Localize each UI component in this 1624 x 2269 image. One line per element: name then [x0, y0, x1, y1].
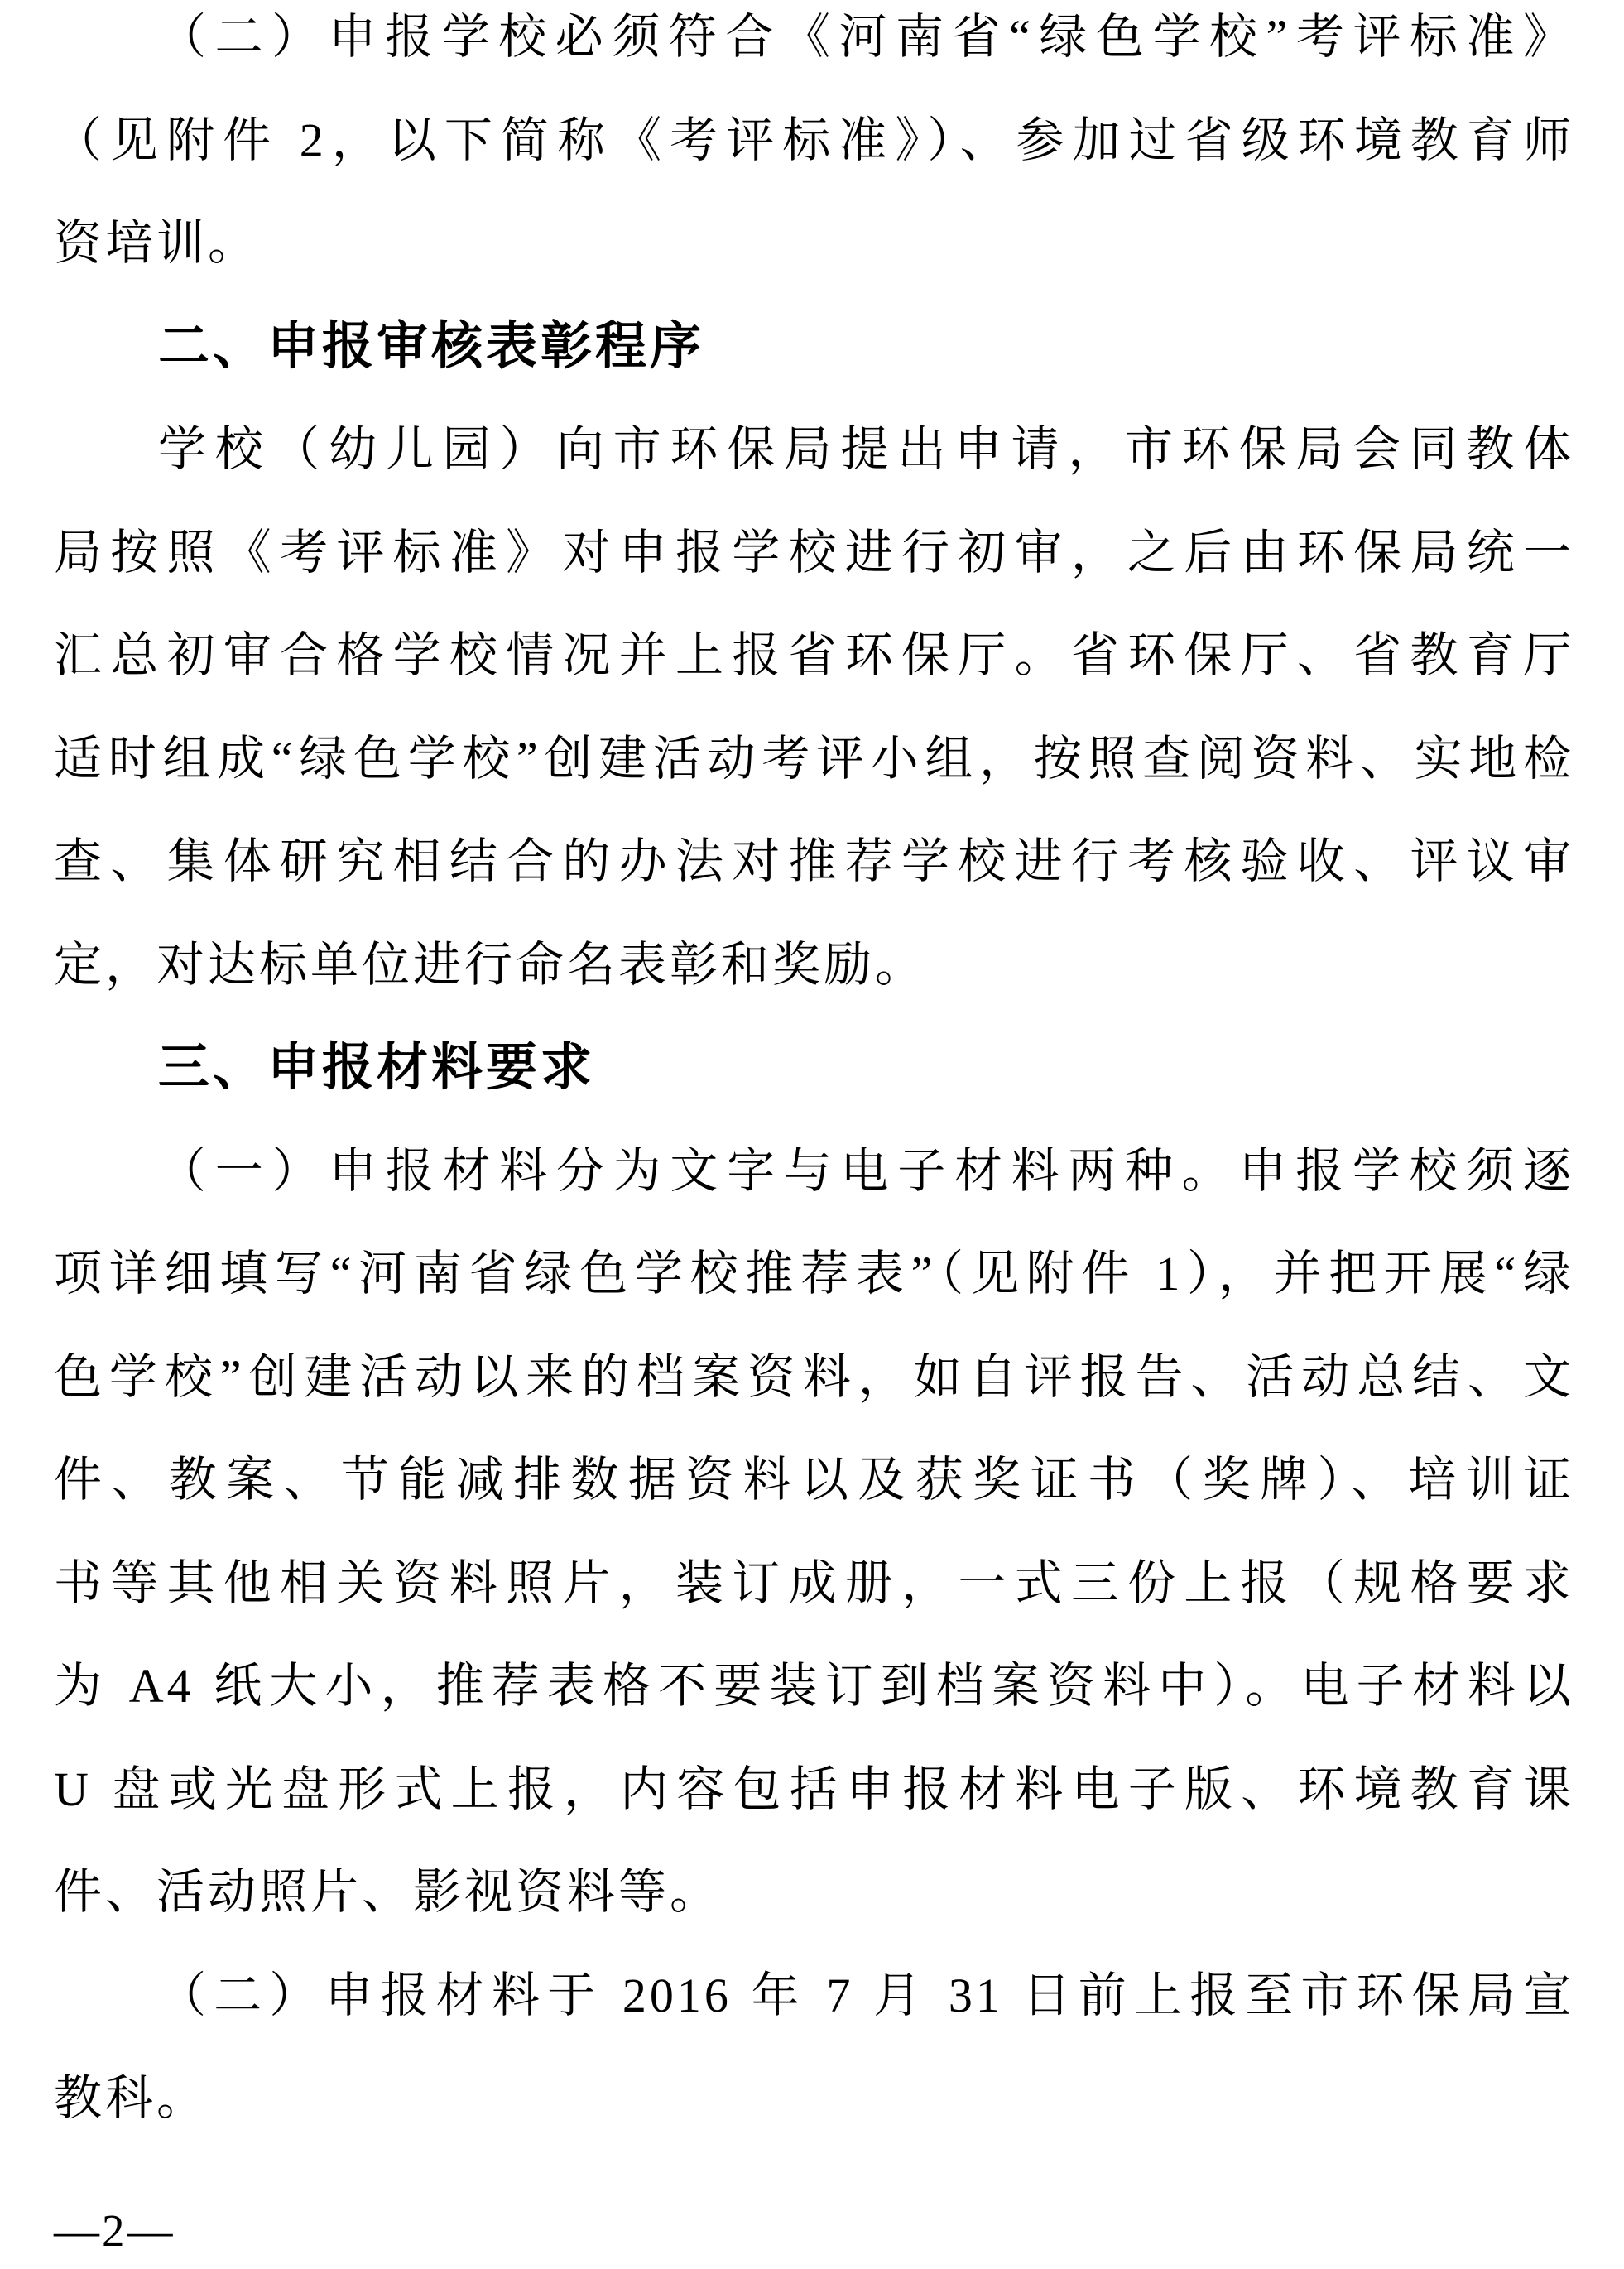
text-line: 汇总初审合格学校情况并上报省环保厅。省环保厅、省教育厅 — [54, 628, 1574, 682]
section-heading-2: 二、申报审核表彰程序 — [158, 317, 705, 375]
text-line: （二）申报材料于 2016 年 7 月 31 日前上报至市环保局宣 — [158, 1968, 1574, 2022]
text-line: 定，对达标单位进行命名表彰和奖励。 — [54, 937, 927, 992]
text-line: 资培训。 — [54, 216, 260, 270]
text-line: 适时组成“绿色学校”创建活动考评小组，按照查阅资料、实地检 — [54, 731, 1574, 786]
text-line: U 盘或光盘形式上报，内容包括申报材料电子版、环境教育课 — [54, 1762, 1574, 1816]
text-line: 项详细填写“河南省绿色学校推荐表”（见附件 1），并把开展“绿 — [54, 1247, 1574, 1300]
text-line: （二）申报学校必须符合《河南省“绿色学校”考评标准》 — [158, 10, 1574, 64]
text-line: 书等其他相关资料照片，装订成册，一式三份上报（规格要求 — [54, 1555, 1574, 1610]
text-line: 学校（幼儿园）向市环保局提出申请，市环保局会同教体 — [158, 422, 1574, 476]
document-body — [54, 0, 1574, 2151]
text-line: 局按照《考评标准》对申报学校进行初审，之后由环保局统一 — [54, 525, 1574, 579]
section-heading-3: 三、申报材料要求 — [158, 1039, 596, 1096]
text-line: 色学校”创建活动以来的档案资料，如自评报告、活动总结、文 — [54, 1349, 1574, 1404]
text-line: 件、教案、节能减排数据资料以及获奖证书（奖牌）、培训证 — [54, 1453, 1574, 1507]
text-line: 查、集体研究相结合的办法对推荐学校进行考核验收、评议审 — [54, 834, 1574, 888]
text-line: 件、活动照片、影视资料等。 — [54, 1865, 722, 1919]
page-number: —2— — [54, 2205, 175, 2256]
text-line: （见附件 2，以下简称《考评标准》）、参加过省级环境教育师 — [54, 113, 1574, 167]
text-line: 教科。 — [54, 2071, 209, 2125]
text-line: （一）申报材料分为文字与电子材料两种。申报学校须逐 — [158, 1143, 1574, 1198]
text-line: 为 A4 纸大小，推荐表格不要装订到档案资料中）。电子材料以 — [54, 1659, 1574, 1713]
